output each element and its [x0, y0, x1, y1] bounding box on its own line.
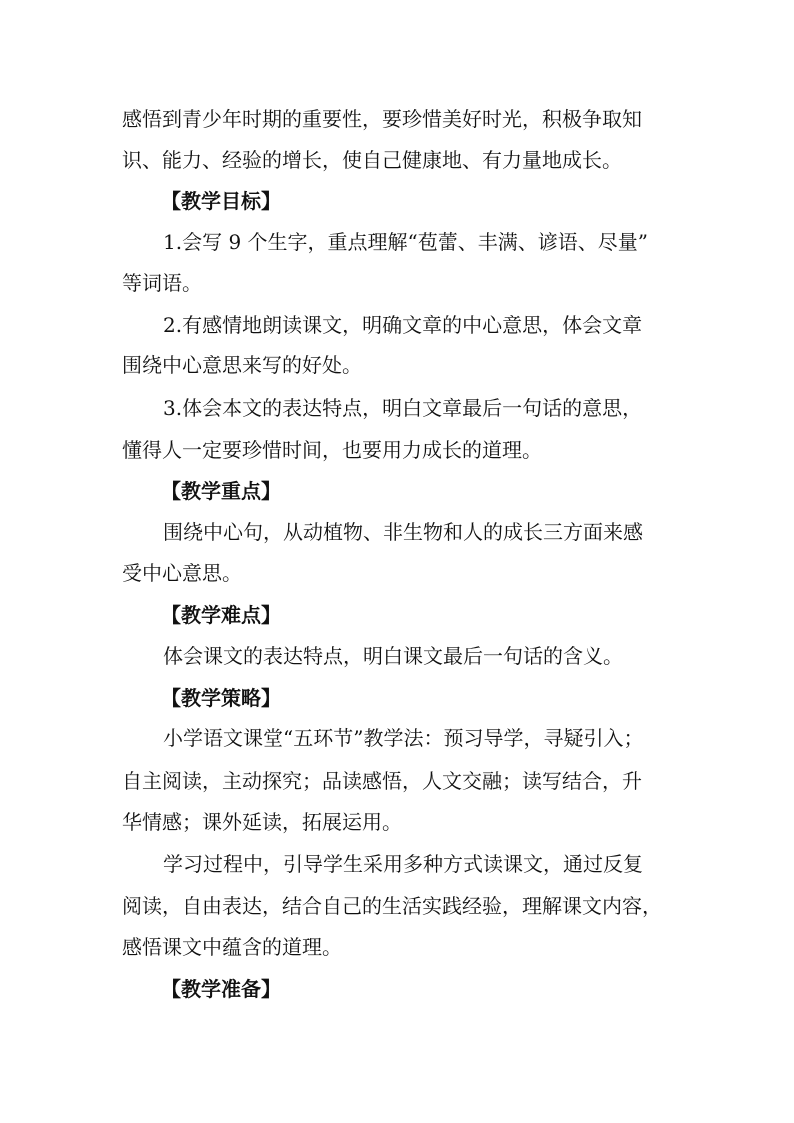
paragraph-line: 阅读，自由表达，结合自己的生活实践经验，理解课文内容， [122, 894, 662, 918]
paragraph-line: 识、能力、经验的增长，使自己健康地、有力量地成长。 [122, 148, 622, 172]
section-heading-key-points: 【教学重点】 [161, 479, 281, 503]
section-heading-objectives: 【教学目标】 [161, 189, 281, 213]
paragraph-line: 围绕中心意思来写的好处。 [122, 353, 362, 377]
paragraph-line: 围绕中心句，从动植物、非生物和人的成长三方面来感 [163, 520, 643, 544]
paragraph-line: 自主阅读，主动探究；品读感悟，人文交融；读写结合，升 [122, 769, 642, 793]
section-heading-difficulties: 【教学难点】 [161, 603, 281, 627]
paragraph-line: 等词语。 [122, 271, 202, 295]
section-heading-strategy: 【教学策略】 [161, 686, 281, 710]
paragraph-line: 体会课文的表达特点，明白课文最后一句话的含义。 [163, 644, 623, 668]
paragraph-line: 学习过程中，引导学生采用多种方式读课文，通过反复 [163, 852, 643, 876]
paragraph-line: 小学语文课堂“五环节”教学法：预习导学，寻疑引入； [163, 726, 644, 750]
paragraph-line: 懂得人一定要珍惜时间，也要用力成长的道理。 [122, 438, 542, 462]
paragraph-line: 2.有感情地朗读课文，明确文章的中心意思，体会文章 [163, 313, 643, 337]
paragraph-line: 3.体会本文的表达特点，明白文章最后一句话的意思， [163, 396, 643, 420]
paragraph-line: 华情感；课外延读，拓展运用。 [122, 810, 402, 834]
paragraph-line: 受中心意思。 [122, 561, 242, 585]
paragraph-line: 感悟课文中蕴含的道理。 [122, 935, 342, 959]
paragraph-line: 1.会写 9 个生字，重点理解“苞蕾、丰满、谚语、尽量” [163, 230, 648, 254]
paragraph-line: 感悟到青少年时期的重要性，要珍惜美好时光，积极争取知 [122, 107, 642, 131]
section-heading-preparation: 【教学准备】 [161, 977, 281, 1001]
